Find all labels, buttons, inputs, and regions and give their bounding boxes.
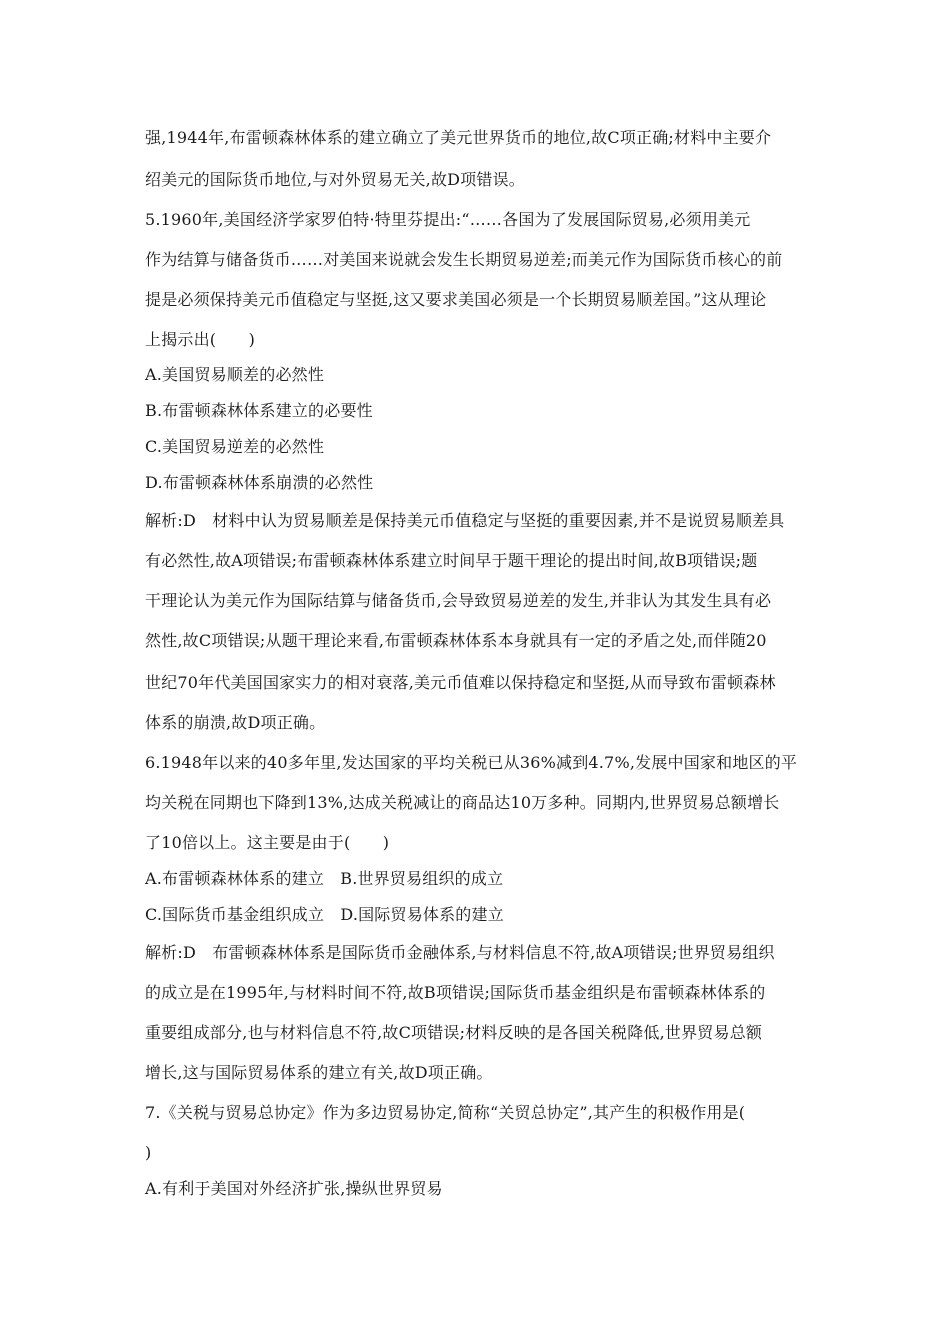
question-6-stem: 6.1948年以来的40多年里,发达国家的平均关税已从36%减到4.7%,发展中国家和地区的平 [145,753,798,772]
text-line: 体系的崩溃,故D项正确。 [145,713,326,732]
text-line: 重要组成部分,也与材料信息不符,故C项错误;材料反映的是各国关税降低,世界贸易总额 [145,1023,763,1042]
text-line: 均关税在同期也下降到13%,达成关税减让的商品达10万多种。同期内,世界贸易总额增长 [145,793,780,812]
text-line: 作为结算与储备货币……对美国来说就会发生长期贸易逆差;而美元作为国际货币核心的前 [145,250,783,269]
option-d: D.布雷顿森林体系崩溃的必然性 [145,473,374,492]
options-ab: A.布雷顿森林体系的建立 B.世界贸易组织的成立 [145,869,504,888]
option-a: A.美国贸易顺差的必然性 [145,365,325,384]
text-line: 世纪70年代美国国家实力的相对衰落,美元币值难以保持稳定和坚挺,从而导致布雷顿森林 [145,673,776,692]
text-line: 上揭示出( ) [145,330,256,349]
text-line: 干理论认为美元作为国际结算与储备货币,会导致贸易逆差的发生,并非认为其发生具有必 [145,591,772,610]
text-line: 强,1944年,布雷顿森林体系的建立确立了美元世界货币的地位,故C项正确;材料中主要介 [145,128,772,147]
options-cd: C.国际货币基金组织成立 D.国际贸易体系的建立 [145,905,504,924]
text-line: 有必然性,故A项错误;布雷顿森林体系建立时间早于题干理论的提出时间,故B项错误;题 [145,551,758,570]
option-a: A.有利于美国对外经济扩张,操纵世界贸易 [145,1179,443,1198]
option-c: C.美国贸易逆差的必然性 [145,437,325,456]
question-7-stem: 7.《关税与贸易总协定》作为多边贸易协定,简称“关贸总协定”,其产生的积极作用是( [145,1103,746,1122]
text-line: 的成立是在1995年,与材料时间不符,故B项错误;国际货币基金组织是布雷顿森林体系的 [145,983,766,1002]
text-line: 增长,这与国际贸易体系的建立有关,故D项正确。 [145,1063,493,1082]
text-line: 绍美元的国际货币地位,与对外贸易无关,故D项错误。 [145,170,526,189]
text-line: 了10倍以上。这主要是由于( ) [145,833,390,852]
analysis-6: 解析:D 布雷顿森林体系是国际货币金融体系,与材料信息不符,故A项错误;世界贸易组织 [145,943,775,962]
text-line: 然性,故C项错误;从题干理论来看,布雷顿森林体系本身就具有一定的矛盾之处,而伴随20 [145,631,767,650]
analysis-5: 解析:D 材料中认为贸易顺差是保持美元币值稳定与坚挺的重要因素,并不是说贸易顺差具 [145,511,785,530]
text-line: 提是必须保持美元币值稳定与坚挺,这又要求美国必须是一个长期贸易顺差国。”这从理论 [145,290,767,309]
question-5-stem: 5.1960年,美国经济学家罗伯特·特里芬提出:“……各国为了发展国际贸易,必须用美元 [145,210,751,229]
text-line: ) [145,1143,152,1162]
option-b: B.布雷顿森林体系建立的必要性 [145,401,373,420]
